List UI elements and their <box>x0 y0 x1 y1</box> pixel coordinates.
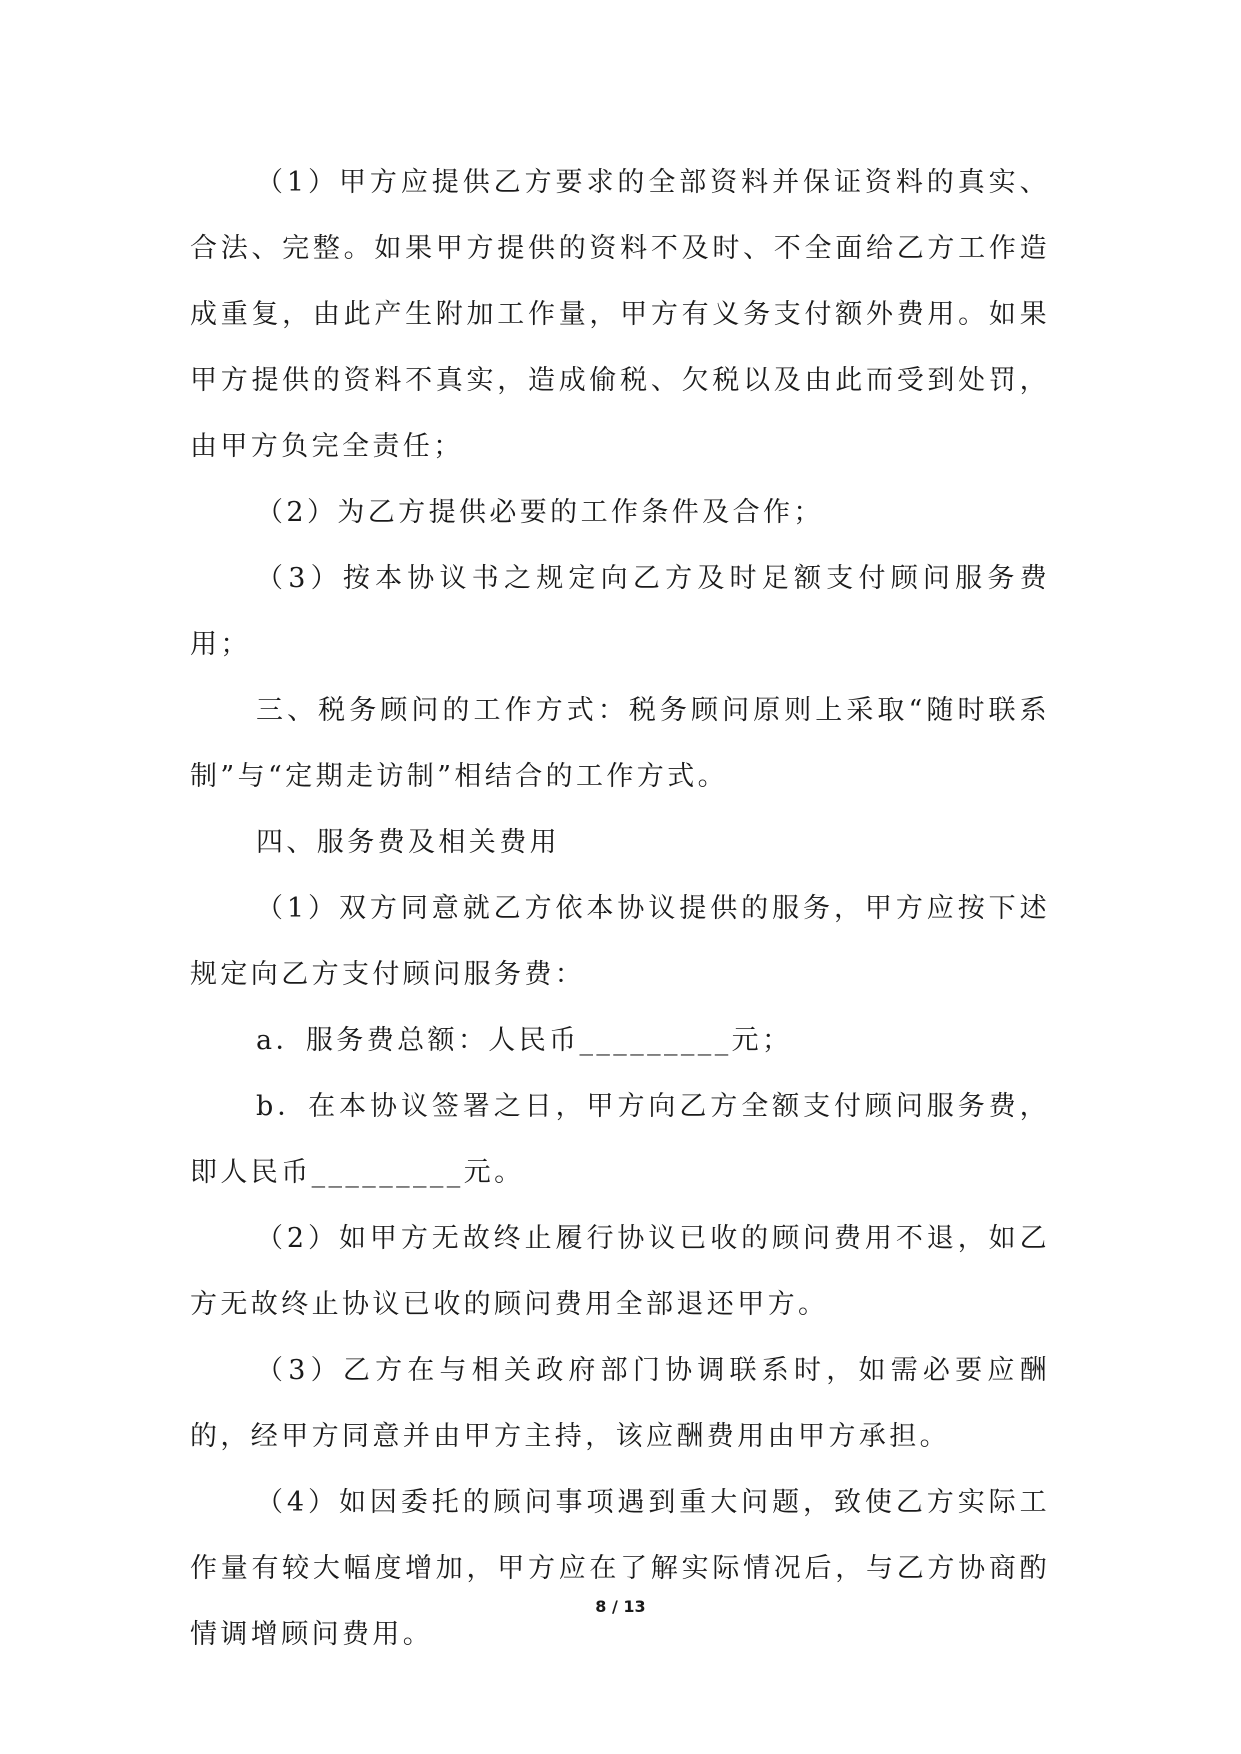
section-4-heading: 四、服务费及相关费用 <box>256 827 560 858</box>
document-body <box>190 150 1050 1668</box>
paragraph-section-3-work-method: 三、税务顾问的工作方式：税务顾问原则上采取“随时联系制”与“定期走访制”相结合的工作方式。 <box>190 695 1050 792</box>
paragraph-fee-3: （3）乙方在与相关政府部门协调联系时，如需必要应酬的，经甲方同意并由甲方主持，该应酬费用由甲方承担。 <box>190 1355 1050 1452</box>
paragraph-fee-1: （1）双方同意就乙方依本协议提供的服务，甲方应按下述规定向乙方支付顾问服务费： <box>190 893 1050 990</box>
paragraph-party-a-duty-2: （2）为乙方提供必要的工作条件及合作； <box>256 497 824 528</box>
paragraph-fee-1a: a．服务费总额：人民币_________元； <box>256 1025 793 1056</box>
paragraph-party-a-duty-3: （3）按本协议书之规定向乙方及时足额支付顾问服务费用； <box>190 563 1050 660</box>
paragraph-fee-4: （4）如因委托的顾问事项遇到重大问题，致使乙方实际工作量有较大幅度增加，甲方应在了解实际情况后，与乙方协商酌情调增顾问费用。 <box>190 1487 1050 1650</box>
paragraph-fee-2: （2）如甲方无故终止履行协议已收的顾问费用不退，如乙方无故终止协议已收的顾问费用全部退还甲方。 <box>190 1223 1050 1320</box>
paragraph-fee-1b: b．在本协议签署之日，甲方向乙方全额支付顾问服务费，即人民币_________元。 <box>190 1091 1050 1188</box>
paragraph-party-a-duty-1: （1）甲方应提供乙方要求的全部资料并保证资料的真实、合法、完整。如果甲方提供的资料不及时、不全面给乙方工作造成重复，由此产生附加工作量，甲方有义务支付额外费用。如果甲方提供的资料不真实，造成偷税、欠税以及由此而受到处罚，由甲方负完全责任； <box>190 167 1050 462</box>
page-number: 8 / 13 <box>595 1597 646 1616</box>
